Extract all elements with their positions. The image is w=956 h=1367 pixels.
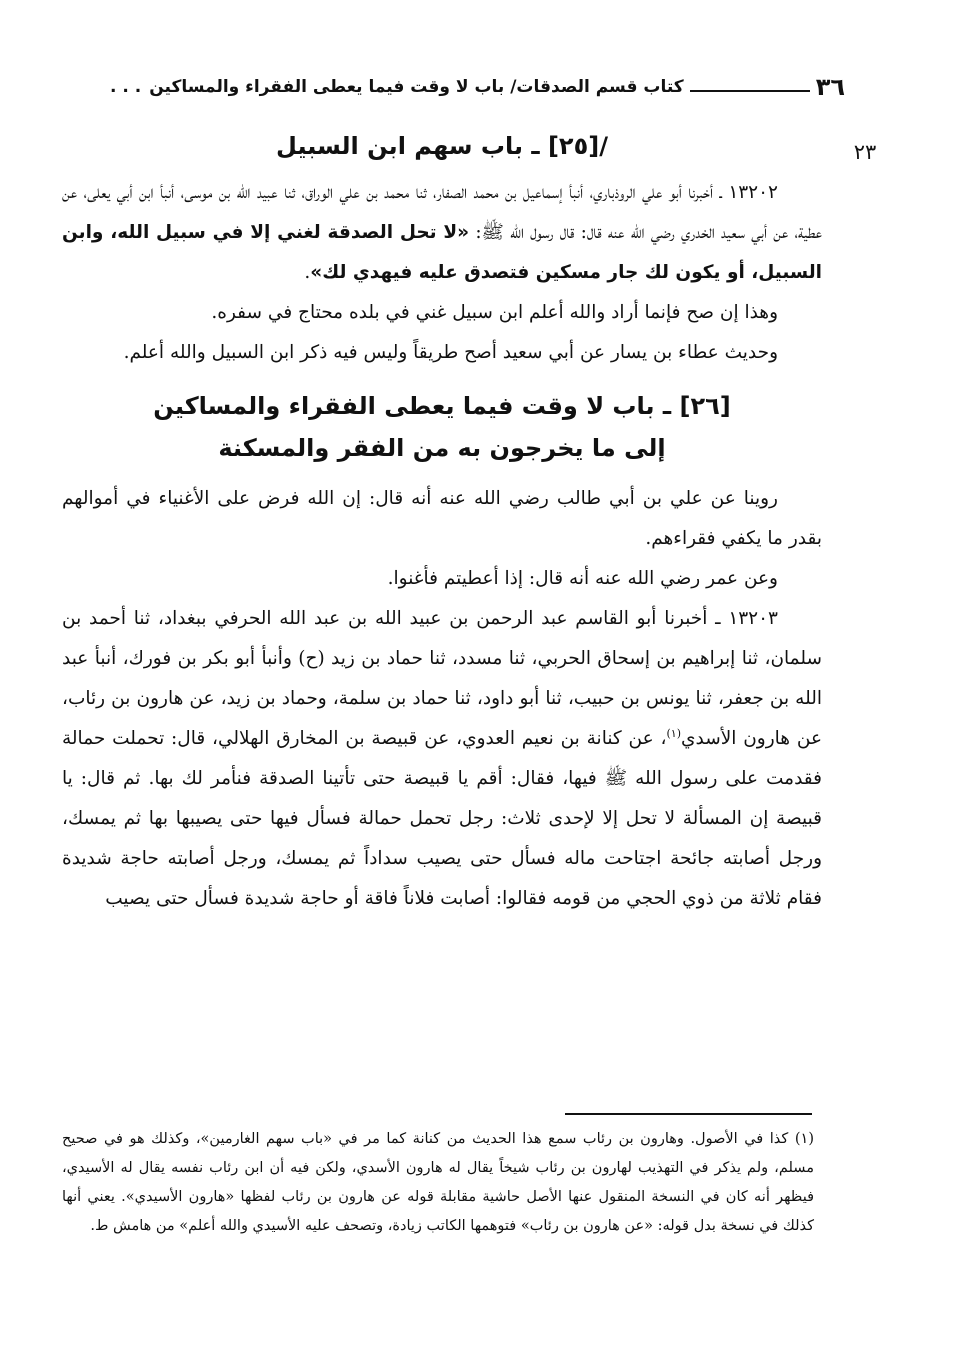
main-text — [62, 125, 822, 919]
hadith-13203-part-1: ١٣٢٠٣ ـ أخبرنا أبو القاسم عبد الرحمن بن عبيد الله بن عبد الله الحرفي ببغداد، ثنا أحمد بن سلمان، ثنا إبراهيم بن إسحاق الحربي، ثنا مسدد، ثنا حماد بن زيد (ح) وأنبأ أبو بكر بن فورك، أنبأ عبد الله بن جعفر، ثنا يونس بن حبيب، ثنا أبو داود، ثنا حماد بن سلمة، وحماد بن زيد، عن هارون بن رئاب، عن هارون الأسدي — [62, 608, 822, 749]
chapter-heading-26-line-1: [٢٦] ـ باب لا وقت فيما يعطى الفقراء والمساكين — [153, 392, 731, 420]
hadith-13203 — [62, 599, 822, 919]
running-title-ellipsis: . . . — [110, 77, 142, 97]
chapter-heading-26-line-2: إلى ما يخرجون به من الفقر والمسكنة — [218, 434, 666, 462]
commentary-paragraph: وهذا إن صح فإنما أراد والله أعلم ابن سبيل غني في بلده محتاج في سفره. — [211, 302, 778, 323]
hadith-13202-end: . — [304, 262, 311, 283]
hadith-13202-isnad: ١٣٢٠٢ ـ أخبرنا أبو علي الروذباري، أنبأ إسماعيل بن محمد الصفار، ثنا محمد بن علي الوراق، ثنا عبيد الله بن موسى، أنبأ ابن أبي يعلى، عن عطية، عن أبي سعيد الخدري رضي الله عنه قال: قال رسول الله ﷺ: — [62, 182, 822, 243]
page-number: ٣٦ — [815, 73, 845, 101]
narration-ali: روينا عن علي بن أبي طالب رضي الله عنه أنه قال: إن الله فرض على الأغنياء في أموالهم بقدر ما يكفي فقراءهم. — [62, 488, 822, 549]
header-rule — [690, 90, 810, 92]
narration-umar: وعن عمر رضي الله عنه أنه قال: إذا أعطيتم فأغنوا. — [387, 568, 778, 589]
chapter-heading-25: /[٢٥] ـ باب سهم ابن السبيل — [276, 132, 608, 160]
running-title: كتاب قسم الصدقات/ باب لا وقت فيما يعطى الفقراء والمساكين — [149, 77, 684, 97]
margin-reference-number: ٢٣ — [853, 140, 877, 164]
chapter-heading-26 — [62, 385, 822, 469]
footnote-marker[interactable]: (١) — [666, 726, 681, 740]
running-header — [60, 62, 845, 102]
hadith-13202 — [62, 173, 822, 293]
commentary-paragraph: وحديث عطاء بن يسار عن أبي سعيد أصح طريقاً وليس فيه ذكر ابن السبيل والله أعلم. — [123, 342, 778, 363]
footnote-1: (١) كذا في الأصول. وهارون بن رئاب سمع هذا الحديث من كنانة كما مر في «باب سهم الغارمين»، وكذلك هو في صحيح مسلم، ولم يذكر في التهذيب لهارون بن رئاب شيخاً يقال له هارون الأسدي، ولكن فيه أن ابن رئاب نفسه يقال له الأسيدي، فيظهر أنه كان في النسخة المنقول عنها الأصل حاشية مقابلة قوله عن هارون بن رئاب لفظها «هارون الأسيدي». يعني أنها كذلك في نسخة بدل قوله: «عن هارون بن رئاب» فتوهمها الكاتب زيادة، وتصحف عليه الأسيدي والله أعلم» من هامش ط. — [62, 1131, 814, 1234]
footnote-separator — [565, 1113, 812, 1115]
footnotes — [62, 1125, 814, 1241]
hadith-13202-matn: «لا تحل الصدقة لغني إلا في سبيل الله، وابن السبيل، أو يكون لك جار مسكين فتصدق عليه فيهدي لك» — [62, 222, 822, 283]
hadith-13203-part-2: ، عن كنانة بن نعيم العدوي، عن قبيصة بن المخارق الهلالي، قال: تحملت حمالة فقدمت على رسول الله ﷺ فيها، فقال: أقم يا قبيصة حتى تأتينا الصدقة فنأمر لك بها. ثم قال: يا قبيصة إن المسألة لا تحل إلا لإحدى ثلاث: رجل تحمل حمالة فسأل فيها حتى يصيبها بها ثم يمسك، ورجل أصابته جائحة اجتاحت ماله فسأل حتى يصيب سداداً ثم يمسك، ورجل أصابته حاجة شديدة فقام ثلاثة من ذوي الحجي من قومه فقالوا: أصابت فلاناً فاقة أو حاجة شديدة فسأل حتى يصيب — [62, 728, 822, 909]
